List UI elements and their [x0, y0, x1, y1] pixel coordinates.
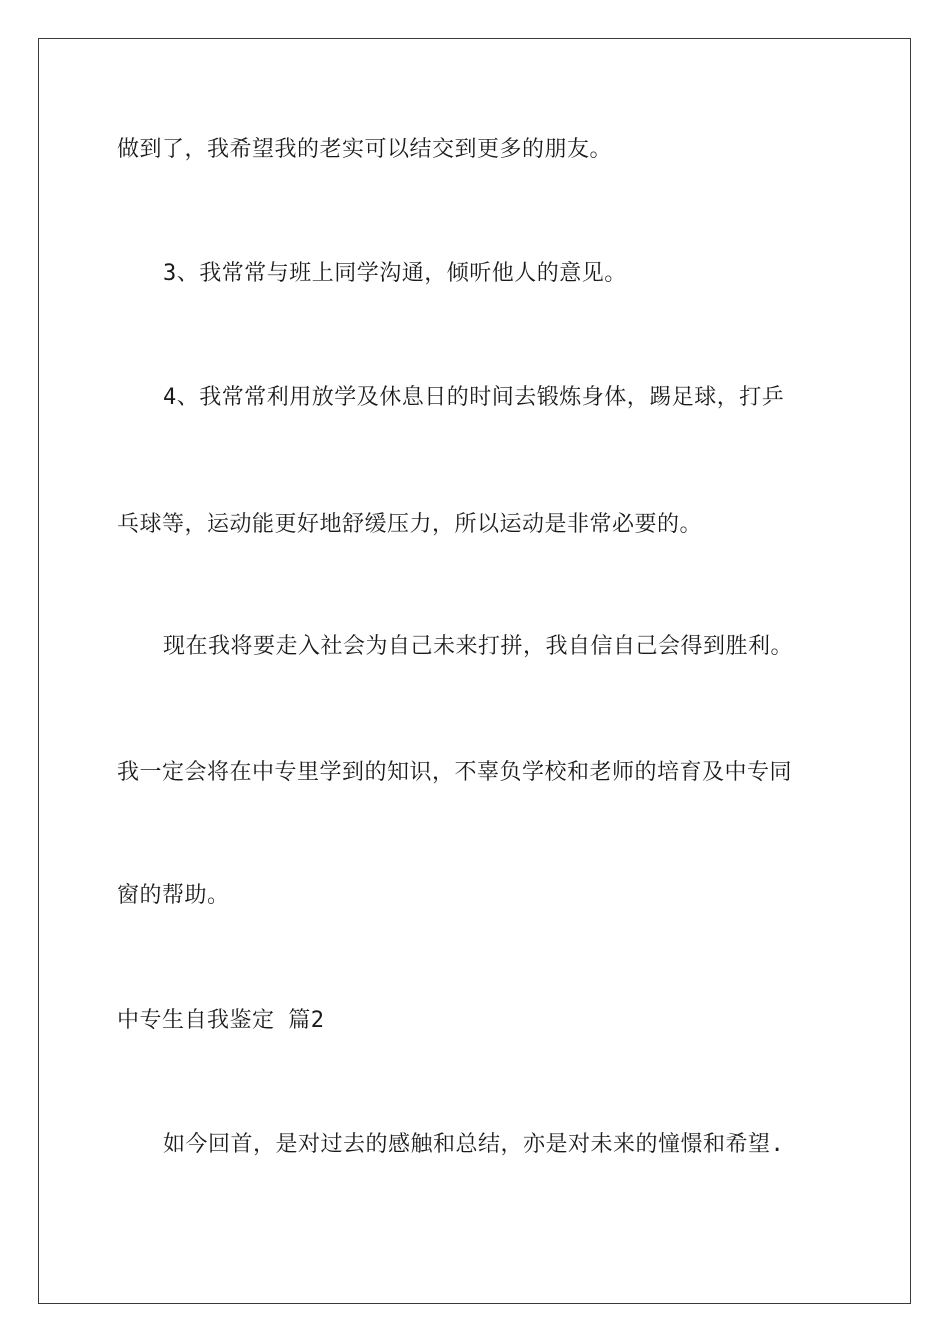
paragraph-line-8: 如今回首，是对过去的感触和总结，亦是对未来的憧憬和希望. [163, 1132, 785, 1157]
paragraph-line-5: 现在我将要走入社会为自己未来打拼，我自信自己会得到胜利。 [163, 634, 794, 659]
section-heading: 中专生自我鉴定 篇2 [117, 1008, 325, 1033]
paragraph-line-2: 3、我常常与班上同学沟通，倾听他人的意见。 [163, 261, 627, 286]
paragraph-line-1: 做到了，我希望我的老实可以结交到更多的朋友。 [117, 137, 613, 162]
paragraph-line-6: 我一定会将在中专里学到的知识，不辜负学校和老师的培育及中专同 [117, 760, 793, 785]
paragraph-line-3: 4、我常常利用放学及休息日的时间去锻炼身体，踢足球，打乒 [163, 385, 785, 410]
page-border [38, 38, 911, 1304]
paragraph-line-4: 乓球等，运动能更好地舒缓压力，所以运动是非常必要的。 [117, 512, 703, 537]
paragraph-line-7: 窗的帮助。 [117, 883, 230, 908]
